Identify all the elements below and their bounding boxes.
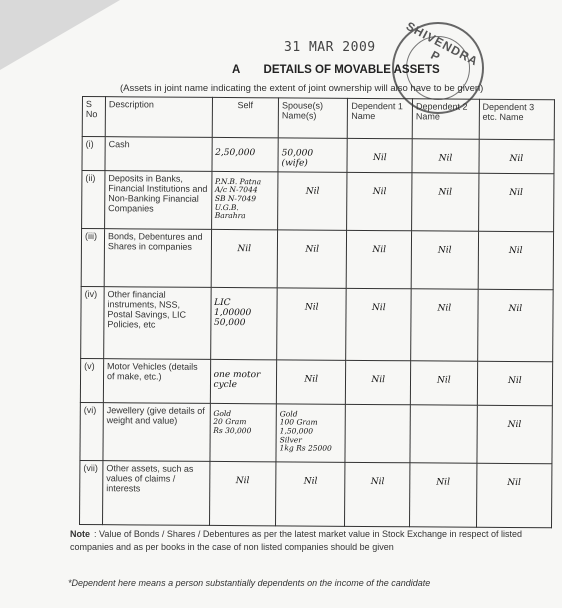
row-number: (vi) bbox=[80, 402, 103, 460]
row-description: Other assets, such as values of claims / interests bbox=[102, 460, 209, 525]
column-header: Spouse(s) Name(s) bbox=[278, 98, 348, 138]
section-heading bbox=[232, 64, 440, 76]
row-number: (iii) bbox=[81, 228, 104, 286]
table-row bbox=[80, 460, 552, 527]
self-value: Gold 20 Gram Rs 30,000 bbox=[213, 408, 252, 436]
section-title: DETAILS OF MOVABLE ASSETS bbox=[263, 64, 440, 76]
dependent1-value: Nil bbox=[372, 244, 387, 255]
row-description: Bonds, Debentures and Shares in companies bbox=[104, 228, 211, 287]
dependent2-value: Nil bbox=[437, 375, 451, 386]
dependent2-value: Nil bbox=[438, 187, 453, 198]
self-value: P.N.B. Patna A/c N-7044 SB N-7049 U.G.B. Barahra bbox=[214, 176, 262, 221]
seal-text: SHIVENDRA P bbox=[403, 18, 481, 69]
row-number: (v) bbox=[80, 358, 103, 402]
row-number: (i) bbox=[82, 137, 105, 171]
dependent3-value: Nil bbox=[507, 419, 522, 430]
page-fold bbox=[0, 0, 120, 70]
spouse-value: Nil bbox=[305, 244, 320, 255]
column-header: Description bbox=[105, 97, 212, 138]
column-header: Dependent 2 Name bbox=[412, 99, 479, 139]
dependent2-value: Nil bbox=[437, 245, 452, 256]
table-row bbox=[82, 137, 554, 174]
row-number: (iv) bbox=[81, 286, 104, 358]
column-header: Dependent 3 etc. Name bbox=[479, 99, 555, 140]
section-subtitle: (Assets in joint name indicating the extent of joint ownership will also have to be given) bbox=[120, 83, 484, 94]
dependent1-value: Nil bbox=[370, 476, 385, 487]
dependent1-value: Nil bbox=[371, 374, 386, 385]
row-description: Cash bbox=[105, 137, 212, 171]
dependent3-value: Nil bbox=[509, 187, 523, 198]
dependent3-value: Nil bbox=[507, 375, 522, 386]
movable-assets-table bbox=[79, 96, 555, 528]
self-value: one motor cycle bbox=[213, 369, 261, 391]
column-header: Dependent 1 Name bbox=[348, 98, 413, 138]
table-row bbox=[81, 286, 553, 361]
table-row bbox=[80, 402, 552, 463]
column-header: S No bbox=[82, 97, 105, 137]
note-label: Note bbox=[70, 529, 90, 539]
row-description: Deposits in Banks, Financial Institutions and Non-Banking Financial Companies bbox=[105, 170, 212, 229]
self-value: Nil bbox=[237, 243, 252, 254]
row-description: Other financial instruments, NSS, Postal Savings, LIC Policies, etc bbox=[104, 286, 211, 359]
column-header: Self bbox=[212, 97, 279, 137]
dependent3-value: Nil bbox=[509, 153, 524, 165]
row-description: Motor Vehicles (details of make, etc.) bbox=[103, 358, 210, 403]
note-text: : Value of Bonds / Shares / Debentures as per the latest market value in Stock Exchange in respect of listed companies and as per books in the case of non listed companies should be given bbox=[70, 529, 523, 552]
dependent3-value: Nil bbox=[508, 303, 523, 314]
dependent1-value: Nil bbox=[372, 153, 387, 164]
dependent1-value: Nil bbox=[372, 186, 387, 197]
spouse-value: Nil bbox=[303, 476, 318, 487]
dependent2-value: Nil bbox=[437, 303, 452, 314]
table-row bbox=[81, 228, 553, 289]
self-value: 2,50,000 bbox=[215, 147, 256, 159]
section-letter: A bbox=[232, 64, 241, 76]
row-number: (ii) bbox=[82, 170, 105, 228]
note-block bbox=[70, 528, 540, 553]
spouse-value: Nil bbox=[304, 374, 319, 385]
row-description: Jewellery (give details of weight and value) bbox=[103, 402, 210, 461]
dependent2-value: Nil bbox=[438, 153, 453, 164]
table-row bbox=[82, 170, 554, 231]
dependent2-value: Nil bbox=[436, 477, 451, 488]
row-number: (vii) bbox=[80, 460, 103, 524]
date-stamp: 31 MAR 2009 bbox=[284, 40, 376, 55]
table-header-row bbox=[82, 97, 554, 140]
table-row bbox=[80, 358, 552, 405]
spouse-value: Nil bbox=[304, 302, 319, 313]
footnote: *Dependent here means a person substantially dependents on the income of the candidate bbox=[68, 578, 431, 588]
dependent3-value: Nil bbox=[508, 245, 523, 256]
self-value: LIC 1,00000 50,000 bbox=[213, 297, 252, 329]
spouse-value: Gold 100 Gram 1,50,000 Silver 1kg Rs 25000 bbox=[279, 409, 332, 453]
dependent1-value: Nil bbox=[371, 302, 386, 313]
spouse-value: Nil bbox=[305, 186, 320, 197]
self-value: Nil bbox=[235, 475, 250, 486]
dependent3-value: Nil bbox=[507, 477, 521, 488]
spouse-value: 50,000 (wife) bbox=[281, 148, 314, 169]
